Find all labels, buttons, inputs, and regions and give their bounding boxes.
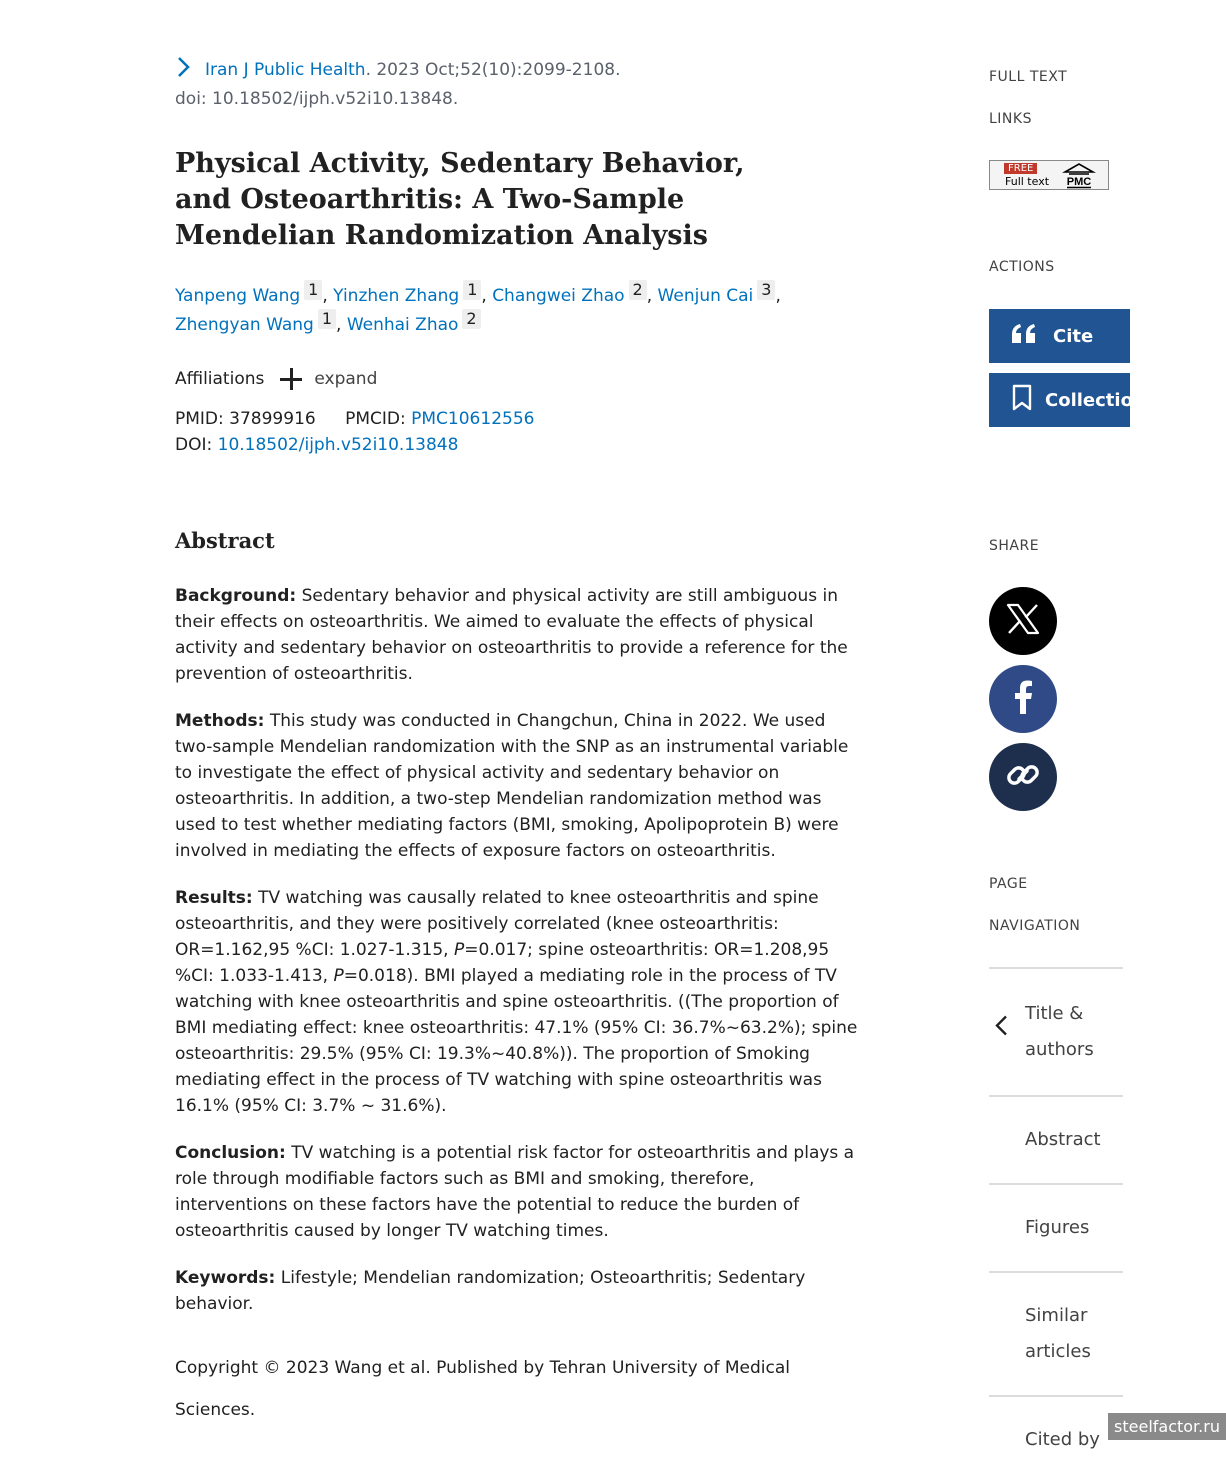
nav-item-label: Figures (1025, 1217, 1090, 1238)
facebook-icon (1013, 680, 1033, 718)
pmid-value: 37899916 (229, 409, 316, 429)
affiliation-number[interactable]: 2 (462, 309, 480, 329)
abstract-conclusion (175, 1140, 865, 1244)
nav-similar-articles[interactable] (989, 1273, 1123, 1397)
author-link[interactable]: Wenjun Cai (657, 286, 754, 306)
cite-button[interactable] (989, 309, 1130, 363)
chevron-left-icon (993, 1014, 1009, 1051)
affiliation-number[interactable]: 2 (629, 280, 647, 300)
x-logo-icon (1006, 603, 1040, 639)
article-title: Physical Activity, Sedentary Behavior, and Osteoarthritis: A Two-Sample Mendelian Randomization Analysis (175, 148, 745, 251)
plus-icon[interactable] (280, 368, 302, 390)
nav-item-label: Similar articles (1025, 1305, 1091, 1362)
page-navigation-list (989, 967, 1123, 1483)
background-text: Sedentary behavior and physical activity are still ambiguous in their effects on osteoarthritis. We aimed to evaluate the effects of physical activity and sedentary behavior on osteoarthritis to provide a reference for the prevention of osteoarthritis. (175, 586, 848, 684)
affiliation-number[interactable]: 1 (318, 309, 336, 329)
link-icon (1005, 757, 1041, 797)
page-navigation-heading: PAGE NAVIGATION (989, 876, 1081, 934)
pmc-logo-icon (1063, 163, 1095, 193)
expand-button[interactable]: expand (314, 369, 378, 389)
citation-doi: doi: 10.18502/ijph.v52i10.13848. (175, 89, 459, 109)
article-identifiers (175, 406, 865, 458)
cite-label: Cite (1053, 325, 1094, 347)
nav-title-authors[interactable] (989, 969, 1123, 1097)
collections-label: Collections (1045, 389, 1157, 411)
background-label: Background: (175, 586, 297, 606)
results-text: TV watching was causally related to knee osteoarthritis and spine osteoarthritis, and they were positively correlated (knee osteoarthritis: OR=1.162,95 %CI: 1.027-1.315, (175, 888, 819, 960)
results-label: Results: (175, 888, 253, 908)
abstract-background (175, 583, 865, 687)
free-label: FREE (1004, 163, 1037, 174)
results-text: =0.017; spine osteoarthritis: OR=1.208,95 %CI: 1.033-1.413, (175, 940, 830, 986)
author-link[interactable]: Wenhai Zhao (346, 315, 459, 335)
pmid-label: PMID: (175, 409, 224, 429)
abstract-results (175, 885, 865, 1119)
nav-item-label: Cited by (1025, 1429, 1100, 1450)
author-list: Yanpeng Wang $^1$ , Yinzhen Zhang $^1$ , Changwei Zhao $^2$ , Wenjun Cai $^3$ , Zhengyan Wang $^1$ , Wenhai Zhao $^2$ (175, 280, 781, 335)
article-main (175, 56, 865, 1431)
share-x-button[interactable] (989, 587, 1057, 655)
nav-item-label: Abstract (1025, 1129, 1101, 1150)
pmc-text: PMC (1066, 176, 1092, 188)
methods-text: This study was conducted in Changchun, China in 2022. We used two-sample Mendelian randomization with the SNP as an instrumental variable to investigate the effect of physical activity and sedentary behavior on osteoarthritis. In addition, a two-step Mendelian randomization method was used to test whether mediating factors (BMI, smoking, Apolipoprotein B) were involved in mediating the effects of exposure factors on osteoarthritis. (175, 711, 849, 861)
nav-item-label: Title & authors (1025, 1003, 1094, 1060)
results-text: =0.018). BMI played a mediating role in the process of TV watching with knee osteoarthritis and spine osteoarthritis. ((The proportion of BMI mediating effect: knee osteoarthritis: 47.1% (95% CI: 36.7%~63.2%); spine osteoarthritis: 29.5% (95% CI: 19.3%~40.8%)). The proportion of Smoking mediating effect in the process of TV watching with spine osteoarthritis was 16.1% (95% CI: 3.7% ~ 31.6%). (175, 966, 858, 1116)
journal-link[interactable]: Iran J Public Health (205, 60, 366, 80)
quote-icon (1011, 323, 1041, 350)
citation-date: . 2023 Oct;52(10):2099-2108. (365, 60, 621, 80)
author-link[interactable]: Zhengyan Wang (175, 315, 314, 335)
affiliations-toggle[interactable] (175, 366, 865, 392)
actions-heading: ACTIONS (989, 259, 1055, 275)
abstract-keywords (175, 1265, 865, 1317)
keywords-label: Keywords: (175, 1268, 276, 1288)
watermark: steelfactor.ru (1108, 1413, 1226, 1440)
affiliation-number[interactable]: 1 (304, 280, 322, 300)
citation (175, 56, 865, 112)
author-link[interactable]: Yanpeng Wang (175, 286, 301, 306)
abstract-methods (175, 708, 865, 864)
author-link[interactable]: Changwei Zhao (492, 286, 625, 306)
conclusion-text: TV watching is a potential risk factor for osteoarthritis and plays a role through modifiable factors such as BMI and smoking, therefore, interventions on these factors have the potential to reduce the burden of osteoarthritis caused by longer TV watching times. (175, 1143, 855, 1241)
doi-link[interactable]: 10.18502/ijph.v52i10.13848 (217, 435, 459, 455)
full-text-label: Full text (1005, 175, 1050, 188)
pmcid-link[interactable]: PMC10612556 (411, 409, 535, 429)
keywords-text: Lifestyle; Mendelian randomization; Osteoarthritis; Sedentary behavior. (175, 1268, 806, 1314)
nav-abstract[interactable] (989, 1097, 1123, 1185)
affiliation-number[interactable]: 1 (463, 280, 481, 300)
share-heading: SHARE (989, 538, 1040, 554)
author-link[interactable]: Yinzhen Zhang (333, 286, 460, 306)
nav-figures[interactable] (989, 1185, 1123, 1273)
conclusion-label: Conclusion: (175, 1143, 286, 1163)
sidebar (989, 56, 1157, 1483)
doi-label: DOI: (175, 435, 213, 455)
copyright-notice: Copyright © 2023 Wang et al. Published by Tehran University of Medical Sciences. (175, 1358, 791, 1420)
bookmark-icon (1011, 384, 1033, 417)
share-copy-link-button[interactable] (989, 743, 1057, 811)
nav-cited-by[interactable] (989, 1397, 1123, 1483)
abstract-heading: Abstract (175, 528, 275, 553)
p-symbol: P (333, 966, 344, 986)
pmcid-label: PMCID: (345, 409, 406, 429)
chevron-right-icon[interactable] (175, 56, 205, 86)
p-symbol: P (454, 940, 465, 960)
affiliation-number[interactable]: 3 (757, 280, 775, 300)
share-facebook-button[interactable] (989, 665, 1057, 733)
pmc-full-text-link[interactable] (989, 160, 1109, 190)
affiliations-label: Affiliations (175, 369, 265, 389)
full-text-links-heading: FULL TEXT LINKS (989, 69, 1068, 127)
collections-button[interactable] (989, 373, 1157, 427)
methods-label: Methods: (175, 711, 265, 731)
